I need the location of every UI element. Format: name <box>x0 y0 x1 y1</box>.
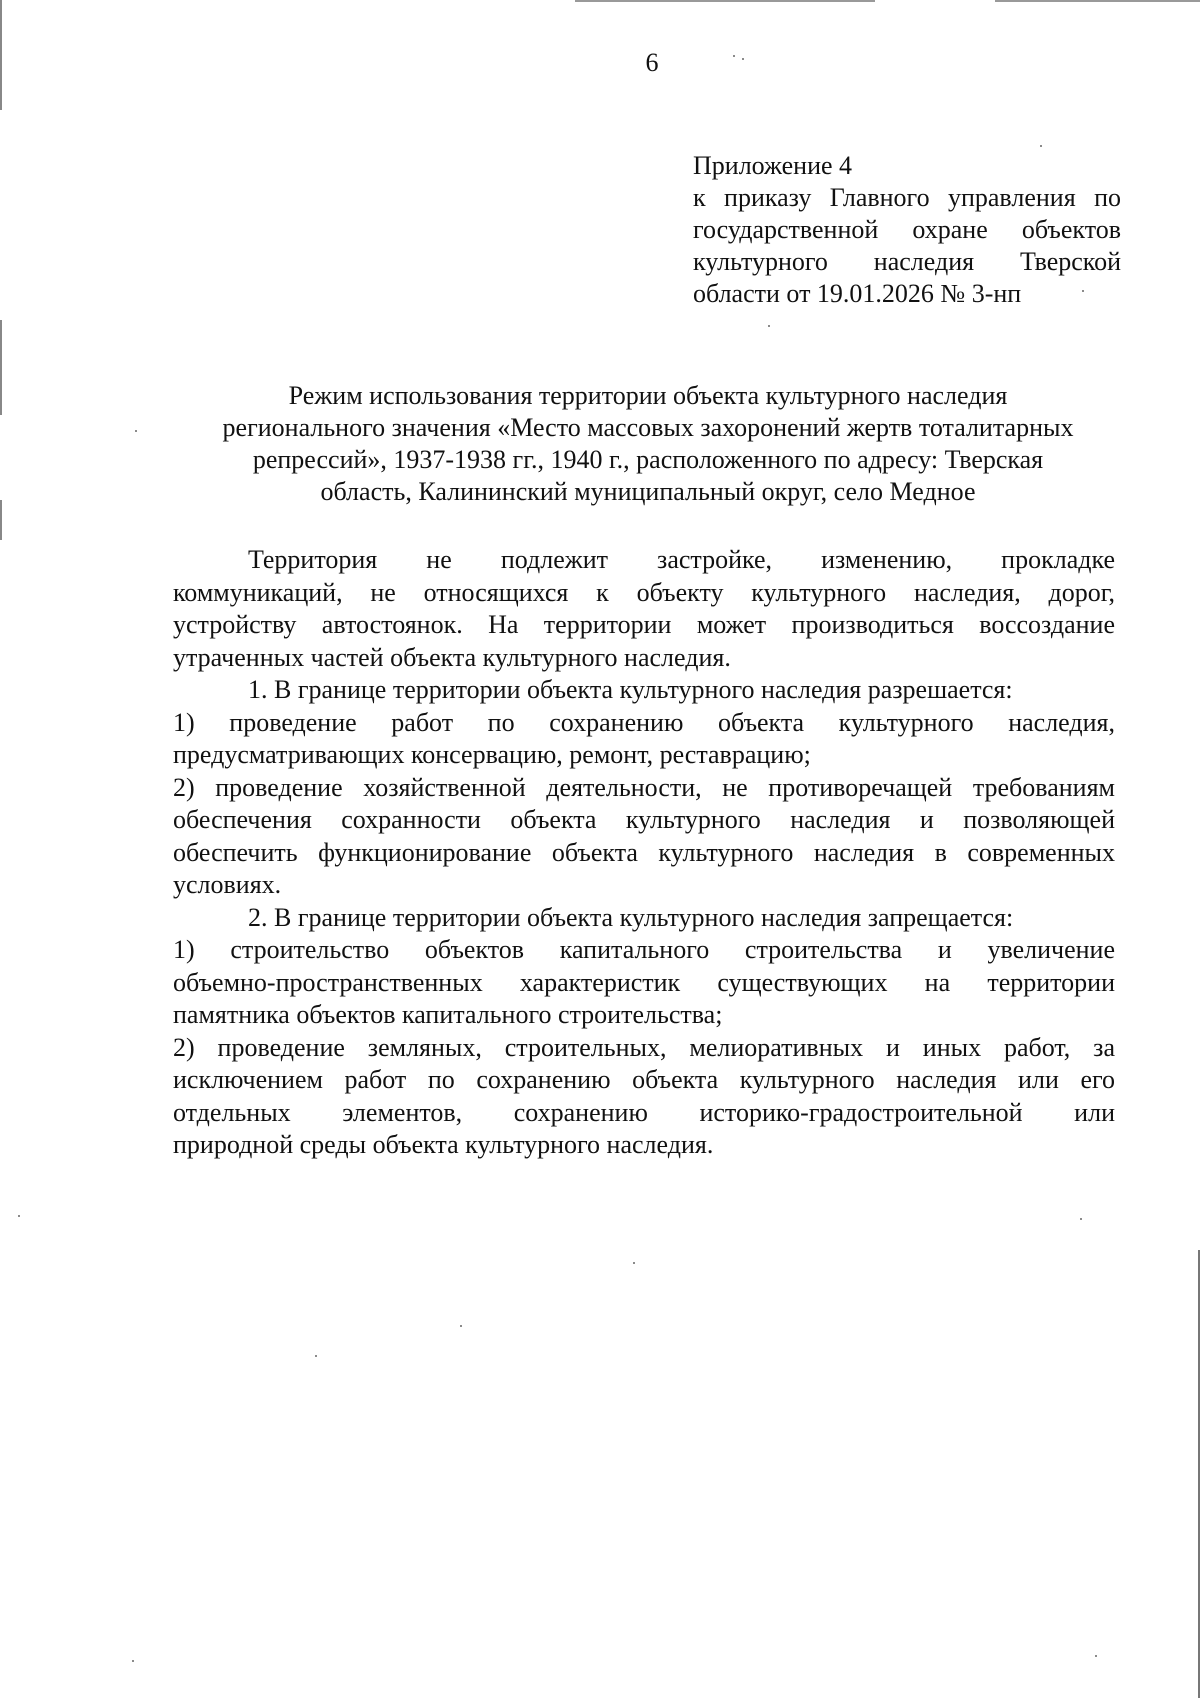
body-line: 1) проведение работ по сохранению объекта культурного наследия, <box>173 707 1115 737</box>
body-line: предусматривающих консервацию, ремонт, реставрацию; <box>173 740 811 769</box>
title-line: область, Калининский муниципальный округ, село Медное <box>320 477 976 506</box>
appendix-line: области от 19.01.2026 № 3-нп <box>693 279 1022 308</box>
appendix-line: государственной охране объектов <box>693 215 1121 244</box>
section-2-item-1 <box>173 934 1115 1032</box>
body-line: природной среды объекта культурного наследия. <box>173 1130 714 1159</box>
scan-speck <box>18 1215 20 1217</box>
body-line: Территория не подлежит застройке, изменению, прокладке <box>248 545 1115 574</box>
body-line: памятника объектов капитального строительства; <box>173 1000 723 1029</box>
section-1-item-1 <box>173 707 1115 772</box>
body-line: объемно-пространственных характеристик существующих на территории <box>173 967 1115 997</box>
appendix-line: к приказу Главного управления по <box>693 183 1121 212</box>
appendix-header <box>693 150 1121 310</box>
section-2-item-2 <box>173 1032 1115 1162</box>
body-line: устройству автостоянок. На территории может производиться воссоздание <box>173 610 1115 639</box>
scan-edge-artifact <box>995 0 1200 2</box>
document-body <box>173 544 1115 1162</box>
body-line: обеспечения сохранности объекта культурного наследия и позволяющей <box>173 805 1115 834</box>
scan-speck <box>1040 145 1042 147</box>
body-line: 1) строительство объектов капитального строительства и увеличение <box>173 935 1115 964</box>
scan-speck <box>1095 1655 1097 1657</box>
appendix-line: культурного наследия Тверской <box>693 247 1121 276</box>
scan-edge-artifact <box>575 0 875 2</box>
scan-speck <box>768 325 770 327</box>
body-line: коммуникаций, не относящихся к объекту культурного наследия, дорог, <box>173 577 1115 607</box>
title-line: репрессий», 1937-1938 гг., 1940 г., расположенного по адресу: Тверская <box>252 445 1044 474</box>
scan-speck <box>132 1660 134 1662</box>
scan-edge-artifact <box>0 320 2 415</box>
intro-paragraph <box>173 544 1115 674</box>
body-line: отдельных элементов, сохранению историко-градостроительной или <box>173 1097 1115 1127</box>
scan-edge-artifact <box>0 500 2 540</box>
section-1-item-2 <box>173 772 1115 902</box>
page-number: 6 <box>645 48 659 77</box>
document-title <box>168 380 1128 508</box>
body-line: условиях. <box>173 870 282 899</box>
scan-speck <box>315 1355 317 1357</box>
appendix-line: Приложение 4 <box>693 151 853 180</box>
title-line: регионального значения «Место массовых захоронений жертв тоталитарных <box>222 413 1074 442</box>
scan-speck <box>135 430 137 432</box>
title-line: Режим использования территории объекта культурного наследия <box>288 381 1008 410</box>
section-1-heading: 1. В границе территории объекта культурного наследия разрешается: <box>248 675 1013 704</box>
scan-speck <box>460 1325 462 1327</box>
body-line: исключением работ по сохранению объекта культурного наследия или его <box>173 1065 1115 1094</box>
body-line: 2) проведение земляных, строительных, мелиоративных и иных работ, за <box>173 1032 1115 1062</box>
body-line: обеспечить функционирование объекта культурного наследия в современных <box>173 837 1115 867</box>
scan-speck <box>633 1262 635 1264</box>
body-line: 2) проведение хозяйственной деятельности, не противоречащей требованиям <box>173 772 1115 802</box>
section-2-heading: 2. В границе территории объекта культурного наследия запрещается: <box>248 902 1014 932</box>
body-line: утраченных частей объекта культурного наследия. <box>173 642 731 672</box>
scan-speck <box>1080 1218 1082 1220</box>
